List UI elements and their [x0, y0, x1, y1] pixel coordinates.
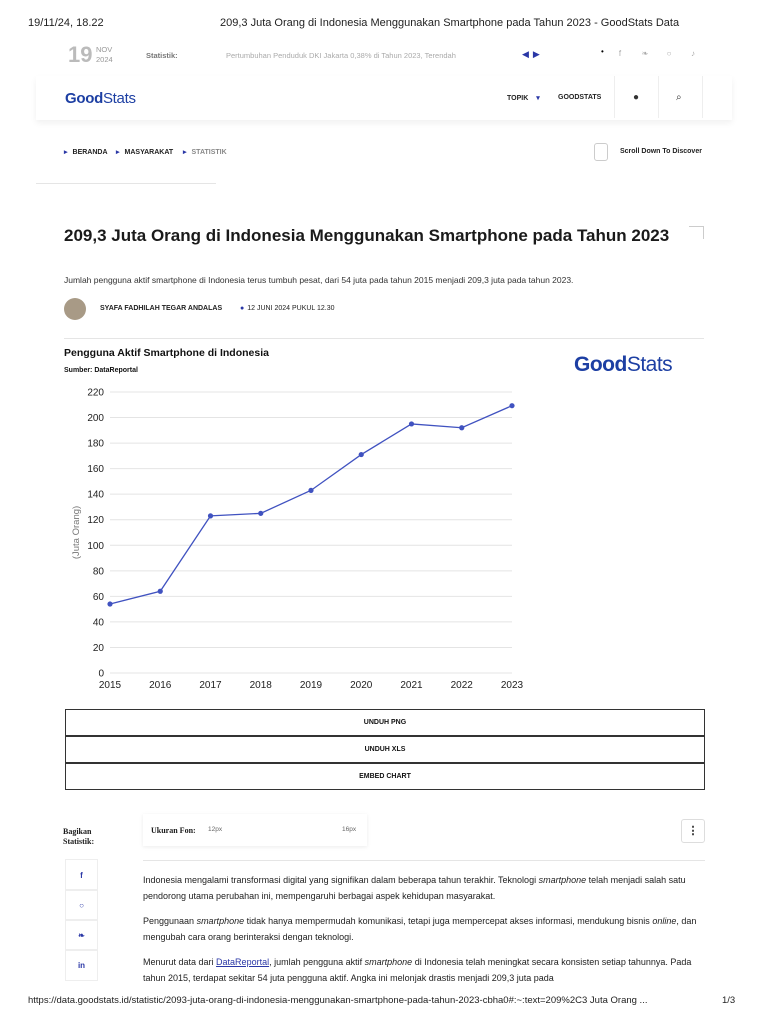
text-italic: online — [652, 916, 677, 926]
divider — [64, 338, 704, 339]
chart-logo-good: Good — [574, 353, 627, 376]
font-size-large[interactable]: 16px — [342, 826, 357, 833]
breadcrumb-label: BERANDA — [72, 149, 108, 156]
dot-icon: • — [601, 47, 604, 56]
breadcrumb-label: MASYARAKAT — [124, 149, 174, 156]
twitter-icon[interactable]: ❧ — [641, 49, 649, 58]
data-point — [258, 511, 263, 516]
y-tick-label: 40 — [92, 617, 104, 629]
text: telah menjadi salah satu pendorong utama perubahan ini, mempengaruhi berbagai aspek kehidupan masyarakat. — [143, 875, 686, 901]
ticker-next-icon[interactable]: ▶ — [532, 49, 544, 59]
paragraph-1 — [143, 873, 705, 904]
text-italic: smartphone — [364, 957, 413, 967]
date-year: 2024 — [96, 55, 113, 64]
print-url: https://data.goodstats.id/statistic/2093-juta-orang-di-indonesia-menggunakan-smartphone-pada-tahun-2023-cbha0#:~:text=209%2C3 Juta Orang ... — [28, 995, 648, 1006]
corner-mark — [689, 226, 704, 239]
y-tick-label: 20 — [92, 642, 104, 654]
whatsapp-share-icon[interactable]: ○ — [65, 889, 98, 921]
paragraph-2 — [143, 914, 705, 945]
y-tick-label: 220 — [87, 387, 104, 399]
publish-date-text: 12 JUNI 2024 PUKUL 12.30 — [247, 305, 335, 312]
instagram-icon[interactable]: ○ — [666, 49, 672, 58]
search-icon[interactable]: ⌕ — [676, 92, 682, 103]
clock-icon: ● — [240, 305, 245, 312]
goodstats-logo[interactable] — [65, 90, 136, 107]
line-chart — [60, 382, 540, 694]
chart-logo-stats: Stats — [626, 353, 673, 376]
nav-topik[interactable] — [507, 94, 540, 102]
y-tick-label: 120 — [87, 515, 104, 527]
data-point — [208, 513, 213, 518]
ticker-label: Statistik: — [146, 51, 178, 60]
download-xls-button[interactable]: UNDUH XLS — [65, 736, 705, 763]
text-italic: smartphone — [538, 875, 587, 885]
nav-topik-label: TOPIK — [507, 95, 529, 102]
facebook-icon[interactable]: f — [618, 49, 622, 58]
x-tick-label: 2018 — [249, 680, 272, 691]
text: Indonesia mengalami transformasi digital yang signifikan dalam beberapa tahun terakhir. Teknologi — [143, 875, 539, 885]
x-tick-label: 2021 — [400, 680, 423, 691]
x-tick-label: 2015 — [98, 680, 122, 691]
y-tick-label: 60 — [92, 591, 104, 603]
article-description: Jumlah pengguna aktif smartphone di Indonesia terus tumbuh pesat, dari 54 juta pada tahun 2015 menjadi 209,3 juta pada tahun 2023. — [64, 275, 574, 285]
series-line — [110, 406, 512, 604]
data-point — [509, 403, 514, 408]
x-tick-label: 2020 — [350, 680, 373, 691]
more-options-icon[interactable]: ⋮ — [681, 819, 705, 843]
font-size-small[interactable]: 12px — [208, 826, 223, 833]
ticker-prev-icon[interactable]: ◀ — [522, 49, 533, 59]
data-point — [459, 425, 464, 430]
download-png-button[interactable]: UNDUH PNG — [65, 709, 705, 736]
data-point — [158, 589, 163, 594]
data-point — [308, 488, 313, 493]
paragraph-3 — [143, 955, 705, 986]
chart-goodstats-logo — [574, 353, 672, 377]
x-tick-label: 2022 — [450, 680, 473, 691]
x-tick-label: 2019 — [299, 680, 323, 691]
ticker-arrows — [522, 49, 544, 60]
y-tick-label: 200 — [87, 413, 104, 425]
text: Penggunaan — [143, 916, 197, 926]
author-name[interactable]: SYAFA FADHILAH TEGAR ANDALAS — [100, 305, 223, 312]
data-point — [359, 452, 364, 457]
breadcrumb-statistik: ▸ STATISTIK — [183, 149, 227, 156]
date-day: 19 — [68, 42, 93, 67]
nav-divider — [702, 76, 703, 118]
text: , jumlah pengguna aktif — [269, 957, 365, 967]
y-tick-label: 100 — [87, 540, 104, 552]
x-tick-label: 2023 — [500, 680, 524, 691]
text: di Indonesia telah meningkat secara konsisten setiap tahunnya. Pada tahun 2015, terdapat sekitar 54 juta pengguna aktif. Angka ini melonjak drastis menjadi 209,3 juta pada — [143, 957, 692, 983]
x-tick-label: 2016 — [149, 680, 172, 691]
data-point — [107, 601, 112, 606]
print-title: 209,3 Juta Orang di Indonesia Menggunakan Smartphone pada Tahun 2023 - GoodStats Data — [220, 17, 680, 29]
y-tick-label: 160 — [87, 464, 104, 476]
font-size-label: Ukuran Fon: — [151, 826, 196, 835]
linkedin-share-icon[interactable]: in — [65, 949, 98, 981]
y-tick-label: 0 — [98, 668, 104, 680]
twitter-share-icon[interactable]: ❧ — [65, 919, 98, 951]
share-label: Bagikan Statistik: — [63, 827, 95, 846]
logo-stats: Stats — [102, 90, 136, 107]
datareportal-link[interactable]: DataReportal — [216, 957, 270, 967]
y-tick-label: 180 — [87, 438, 104, 450]
nav-goodstats[interactable]: GOODSTATS — [558, 94, 602, 101]
logo-good: Good — [65, 90, 103, 107]
scroll-mouse-icon — [594, 143, 608, 161]
avatar — [64, 298, 86, 320]
breadcrumb-masyarakat[interactable]: ▸ MASYARAKAT — [116, 149, 174, 156]
text: tidak hanya mempermudah komunikasi, tetapi juga mempercepat akses informasi, mendukung bisnis — [244, 916, 653, 926]
text-italic: smartphone — [196, 916, 245, 926]
chevron-down-icon: ▾ — [536, 95, 540, 102]
user-icon[interactable]: ● — [633, 92, 640, 103]
scroll-hint: Scroll Down To Discover — [620, 148, 702, 155]
y-tick-label: 140 — [87, 489, 104, 501]
nav-divider — [658, 76, 659, 118]
y-axis-label: (Juta Orang) — [71, 505, 82, 560]
ticker-link[interactable]: Pertumbuhan Penduduk DKI Jakarta 0,38% di Tahun 2023, Terendah — [226, 51, 456, 60]
publish-date — [240, 305, 335, 312]
text: , dan mengubah cara orang berinteraksi dengan teknologi. — [143, 916, 697, 942]
data-point — [409, 421, 414, 426]
divider — [143, 860, 705, 861]
text: Menurut data dari — [143, 957, 217, 967]
y-tick-label: 80 — [92, 566, 104, 578]
embed-chart-button[interactable]: EMBED CHART — [65, 763, 705, 790]
tiktok-icon[interactable]: ♪ — [691, 49, 695, 58]
facebook-share-icon[interactable]: f — [65, 859, 98, 891]
breadcrumb-beranda[interactable]: ▸ BERANDA — [64, 149, 108, 156]
chart-title: Pengguna Aktif Smartphone di Indonesia — [64, 347, 269, 359]
chart-source: Sumber: DataReportal — [64, 367, 138, 374]
main-nav — [36, 76, 732, 120]
date-month-year — [96, 45, 113, 65]
print-page-number: 1/3 — [722, 995, 736, 1006]
x-tick-label: 2017 — [199, 680, 222, 691]
breadcrumb-label: STATISTIK — [191, 149, 227, 156]
date-month: NOV — [96, 45, 113, 54]
article-title: 209,3 Juta Orang di Indonesia Menggunakan Smartphone pada Tahun 2023 — [64, 226, 670, 245]
divider — [36, 183, 216, 184]
print-datetime: 19/11/24, 18.22 — [28, 17, 104, 29]
nav-divider — [614, 76, 615, 118]
